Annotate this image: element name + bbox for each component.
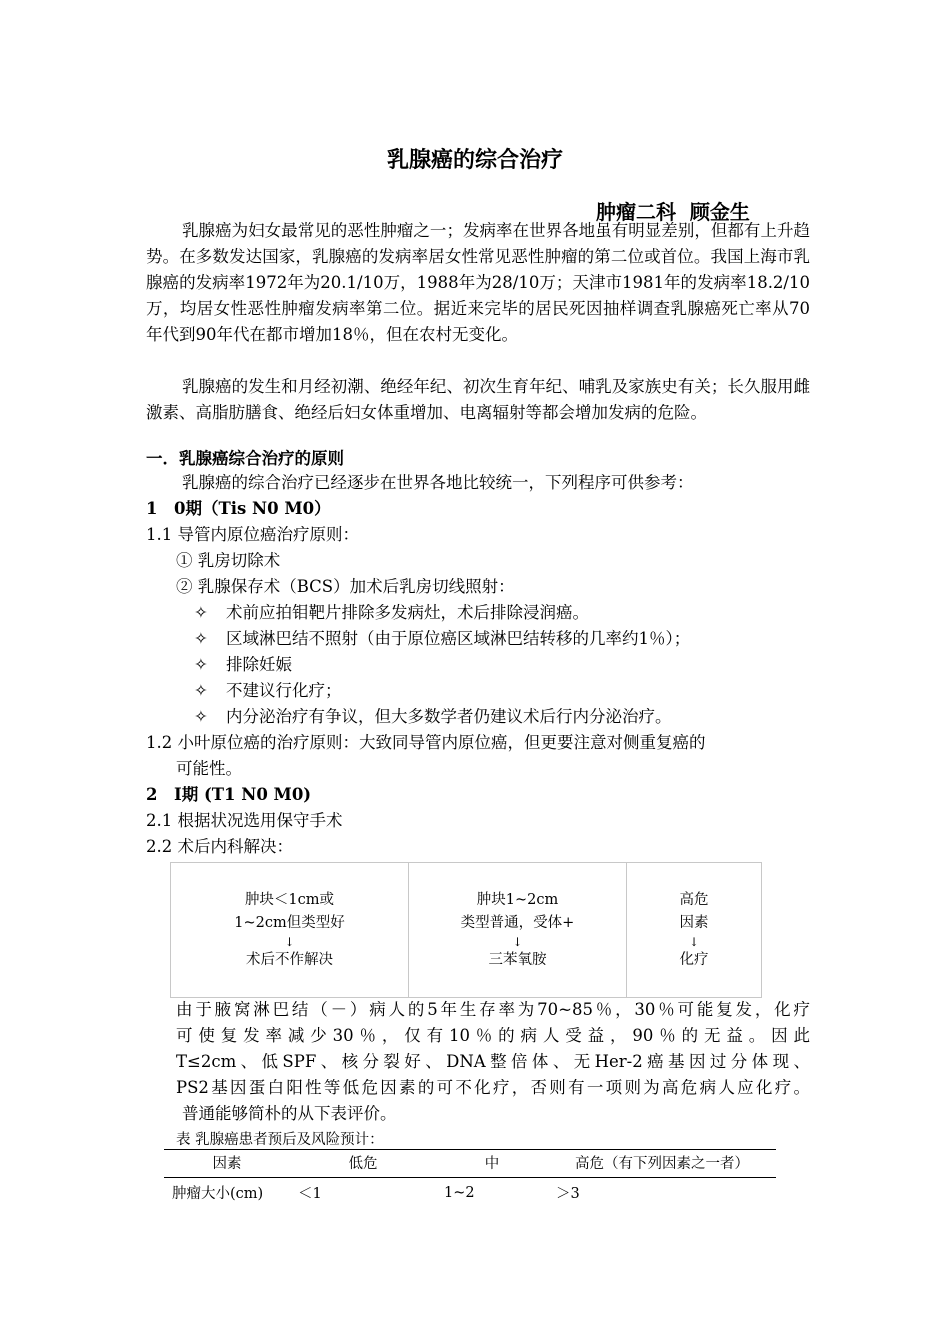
risk-table-header: 中 [436, 1150, 548, 1178]
section-1-heading: 一．乳腺癌综合治疗的原则 [146, 449, 344, 468]
risk-table-header: 高危（有下列因素之一者） [548, 1150, 776, 1178]
item-2-1: 2.1 根据状况选用保守手术 [146, 811, 343, 830]
bullet-item [194, 678, 342, 704]
risk-table-caption: 表 乳腺癌患者预后及风险预计： [176, 1132, 384, 1148]
stage-0-heading: 1 0期（Tis N0 M0） [146, 499, 331, 518]
intro-paragraph-1 [146, 218, 810, 348]
diamond-bullet-icon: ✧ [194, 629, 208, 648]
risk-table-cell: 1~2 [444, 1184, 475, 1201]
flow-cell-low-risk [171, 863, 409, 997]
flow-cell-high-risk [627, 863, 761, 997]
bullet-text: 术前应拍钼靶片排除多发病灶，术后排除浸润癌。 [226, 603, 589, 622]
flow-condition: 类型普通，受体+ [460, 914, 575, 931]
risk-table-header: 低危 [290, 1150, 436, 1178]
item-2-2: 2.2 术后内科解决： [146, 837, 293, 856]
arrow-down-icon: ↓ [284, 934, 295, 949]
bullet-item [194, 704, 672, 730]
risk-table-cell: 肿瘤大小(cm) [172, 1186, 264, 1202]
risk-table-cell: ＞3 [556, 1186, 580, 1202]
diamond-bullet-icon: ✧ [194, 707, 208, 726]
chemo-paragraph-line: 由于腋窝淋巴结（－）病人的5年生存率为70~85％，30％可能复发，化疗 [176, 1000, 810, 1019]
treatment-flow-table [170, 862, 762, 998]
diamond-bullet-icon: ✧ [194, 603, 208, 622]
chemo-paragraph-line: 可使复发率减少30％，仅有10％的病人受益，90％的无益。因此 [176, 1026, 810, 1045]
diamond-bullet-icon: ✧ [194, 655, 208, 674]
flow-result: 三苯氧胺 [488, 951, 547, 968]
flow-result: 化疗 [679, 951, 709, 968]
chemo-paragraph-line: PS2基因蛋白阳性等低危因素的可不化疗，否则有一项则为高危病人应化疗。 [176, 1078, 810, 1097]
flow-condition: 因素 [679, 914, 709, 931]
bullet-item [194, 652, 292, 678]
item-1-2-continued: 可能性。 [176, 759, 242, 778]
arrow-down-icon: ↓ [512, 934, 523, 949]
option-bcs: ② 乳腺保存术（BCS）加术后乳房切线照射： [176, 577, 515, 596]
bullet-text: 内分泌治疗有争议，但大多数学者仍建议术后行内分泌治疗。 [226, 707, 672, 726]
arrow-down-icon: ↓ [688, 934, 700, 949]
risk-table-header: 因素 [164, 1150, 290, 1178]
chemo-paragraph-line: 普通能够简朴的从下表评价。 [182, 1104, 397, 1123]
intro-paragraph-1-text: 乳腺癌为妇女最常见的恶性肿瘤之一；发病率在世界各地虽有明显差别，但都有上升趋势。在多数发达国家，乳腺癌的发病率居女性常见恶性肿瘤的第二位或首位。我国上海市乳腺癌的发病率1972年为20.1/10万，1988年为28/10万；天津市1981年的发病率18.2/10万，均居女性恶性肿瘤发病率第二位。据近来完毕的居民死因抽样调查乳腺癌死亡率从70年代到90年代在都市增加18％，但在农村无变化。 [146, 221, 810, 344]
flow-condition: 1~2cm但类型好 [234, 914, 345, 931]
section-1-intro: 乳腺癌的综合治疗已经逐步在世界各地比较统一，下列程序可供参考： [182, 473, 694, 492]
table-row [164, 1178, 776, 1206]
bullet-text: 排除妊娠 [226, 655, 292, 674]
document-title: 乳腺癌的综合治疗 [386, 148, 563, 173]
risk-table-header-row [164, 1150, 776, 1178]
bullet-text: 区域淋巴结不照射（由于原位癌区域淋巴结转移的几率约1％）； [226, 629, 691, 648]
item-1-2: 1.2 小叶原位癌的治疗原则：大致同导管内原位癌，但更要注意对侧重复癌的 [146, 733, 706, 752]
flow-result: 术后不作解决 [246, 951, 333, 968]
flow-cell-medium-risk [409, 863, 627, 997]
flow-condition: 高危 [679, 891, 709, 908]
risk-table [164, 1149, 776, 1205]
bullet-item [194, 600, 589, 626]
author-line: 肿瘤二科 顾金生 [596, 200, 750, 224]
intro-paragraph-2-text: 乳腺癌的发生和月经初潮、绝经年纪、初次生育年纪、哺乳及家族史有关；长久服用雌激素、高脂肪膳食、绝经后妇女体重增加、电离辐射等都会增加发病的危险。 [146, 377, 810, 422]
intro-paragraph-2 [146, 374, 810, 426]
risk-table-cell: ＜1 [298, 1186, 322, 1202]
item-1-1: 1.1 导管内原位癌治疗原则： [146, 525, 359, 544]
option-mastectomy: ① 乳房切除术 [176, 551, 281, 570]
bullet-item [194, 626, 690, 652]
flow-condition: 肿块＜1cm或 [244, 891, 335, 908]
bullet-text: 不建议行化疗； [226, 681, 342, 700]
flow-condition: 肿块1~2cm [476, 891, 559, 908]
stage-1-heading: 2 Ⅰ期 (T1 N0 M0) [146, 785, 312, 804]
chemo-paragraph-line: T≤2cm、低SPF、核分裂好、DNA整倍体、无Her-2癌基因过分体现、 [176, 1052, 810, 1071]
diamond-bullet-icon: ✧ [194, 681, 208, 700]
